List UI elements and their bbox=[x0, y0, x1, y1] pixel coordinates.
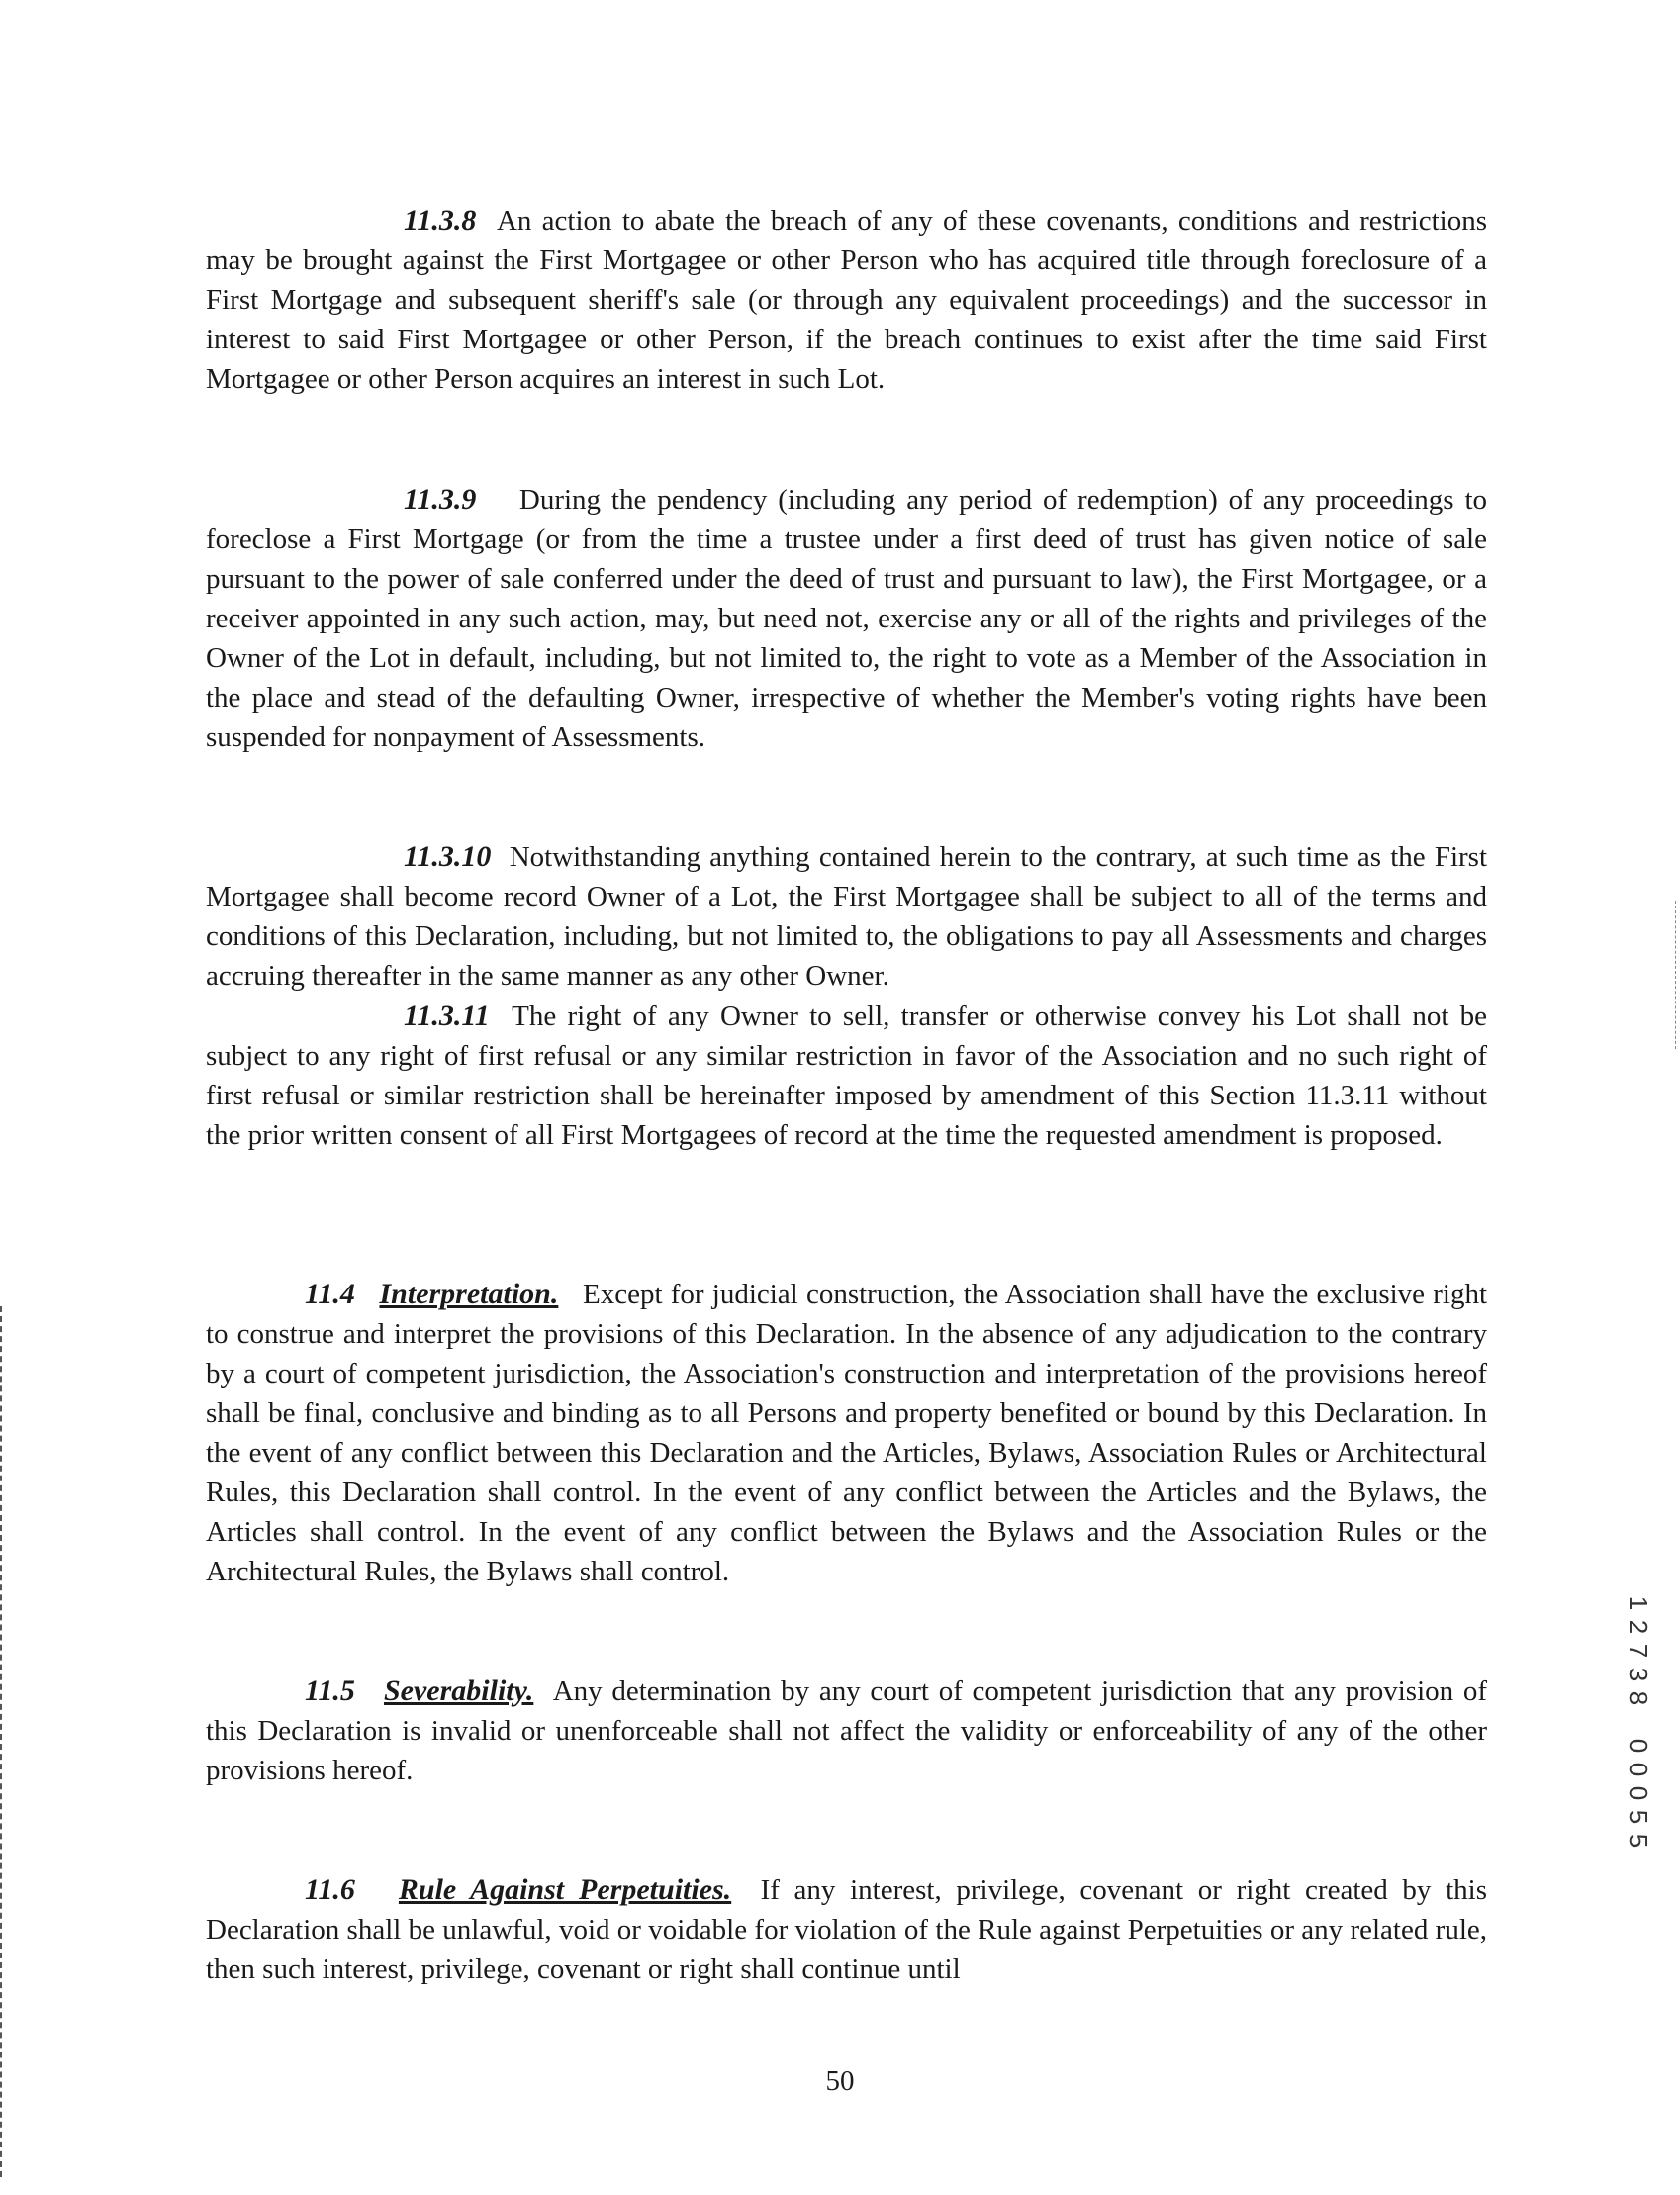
paragraph-text: The right of any Owner to sell, transfer or otherwise convey his Lot shall not be subject to any right of first refusal or any similar restriction in favor of the Association and no such right of first refusal or similar restriction shall be hereinafter imposed by amendment of this Section 11.3.11 without the prior written consent of all First Mortgagees of record at the time the requested amendment is proposed. bbox=[206, 1001, 1487, 1151]
section-11-6-rule-against-perpetuities bbox=[206, 1870, 1487, 1989]
section-number: 11.6 bbox=[305, 1873, 355, 1906]
document-id-char: 8 bbox=[1624, 1690, 1653, 1706]
section-text: If any interest, privilege, covenant or right created by this Declaration shall be unlawful, void or voidable for violation of the Rule against Perpetuities or any related rule, then such interest, privilege, covenant or right shall continue until bbox=[206, 1874, 1488, 1985]
section-text: Except for judicial construction, the Association shall have the exclusive right to construe and interpret the provisions of this Declaration. In the absence of any adjudication to the contrary by a court of competent jurisdiction, the Association's construction and interpretation of the provisions hereof shall be final, conclusive and binding as to all Persons and property benefited or bound by this Declaration. In the event of any conflict between this Declaration and the Articles, Bylaws, Association Rules or Architectural Rules, this Declaration shall control. In the event of any conflict between the Articles and the Bylaws, the Articles shall control. In the event of any conflict between the Bylaws and the Association Rules or the Architectural Rules, the Bylaws shall control. bbox=[206, 1279, 1488, 1587]
section-number: 11.5 bbox=[305, 1674, 355, 1707]
paragraph-number: 11.3.11 bbox=[404, 1000, 490, 1032]
paragraph-number: 11.3.10 bbox=[404, 840, 492, 873]
section-11-4-interpretation bbox=[206, 1275, 1487, 1591]
paragraph-11-3-11 bbox=[206, 997, 1487, 1155]
document-id-char: 5 bbox=[1624, 1809, 1653, 1825]
paragraph-11-3-8 bbox=[206, 201, 1487, 399]
document-id-char: 0 bbox=[1624, 1738, 1653, 1754]
paragraph-number: 11.3.9 bbox=[404, 483, 477, 516]
section-number: 11.4 bbox=[305, 1278, 355, 1310]
document-id-char: 0 bbox=[1624, 1785, 1653, 1801]
paragraph-11-3-9 bbox=[206, 480, 1487, 757]
document-id-char: 5 bbox=[1624, 1833, 1653, 1849]
document-id-char: 0 bbox=[1624, 1762, 1653, 1777]
scan-edge-mark-right bbox=[1675, 901, 1678, 1049]
paragraph-text: An action to abate the breach of any of these covenants, conditions and restrictions may be brought against the First Mortgagee or other Person who has acquired title through foreclosure of a First Mortgage and subsequent sheriff's sale (or through any equivalent proceedings) and the successor in interest to said First Mortgagee or other Person, if the breach continues to exist after the time said First Mortgagee or other Person acquires an interest in such Lot. bbox=[206, 205, 1487, 395]
section-11-5-severability bbox=[206, 1671, 1487, 1790]
page-number: 50 bbox=[825, 2065, 855, 2097]
document-id-stamp bbox=[1619, 1591, 1658, 1853]
section-text: Any determination by any court of competent jurisdiction that any provision of this Declaration is invalid or unenforceable shall not affect the validity or enforceability of any of the other provisions hereof. bbox=[206, 1675, 1488, 1786]
section-heading: Severability. bbox=[383, 1674, 534, 1707]
document-id-char: 7 bbox=[1624, 1643, 1653, 1659]
document-id-char: 3 bbox=[1624, 1667, 1653, 1682]
paragraph-number: 11.3.8 bbox=[404, 204, 477, 237]
scan-edge-mark bbox=[0, 1306, 5, 2177]
document-id-char: 2 bbox=[1624, 1619, 1653, 1635]
section-heading: Rule Against Perpetuities. bbox=[398, 1873, 732, 1906]
document-id-char: 1 bbox=[1624, 1595, 1653, 1611]
paragraph-text: During the pendency (including any period of redemption) of any proceedings to foreclose a First Mortgage (or from the time a trustee under a first deed of trust has given notice of sale pursuant to the power of sale conferred under the deed of trust and pursuant to law), the First Mortgagee, or a receiver appointed in any such action, may, but need not, exercise any or all of the rights and privileges of the Owner of the Lot in default, including, but not limited to, the right to vote as a Member of the Association in the place and stead of the defaulting Owner, irrespective of whether the Member's voting rights have been suspended for nonpayment of Assessments. bbox=[206, 484, 1488, 753]
paragraph-text: Notwithstanding anything contained herein to the contrary, at such time as the First Mortgagee shall become record Owner of a Lot, the First Mortgagee shall be subject to all of the terms and conditions of this Declaration, including, but not limited to, the obligations to pay all Assessments and charges accruing thereafter in the same manner as any other Owner. bbox=[206, 841, 1487, 992]
paragraph-11-3-10 bbox=[206, 837, 1487, 996]
section-heading: Interpretation. bbox=[379, 1278, 559, 1310]
